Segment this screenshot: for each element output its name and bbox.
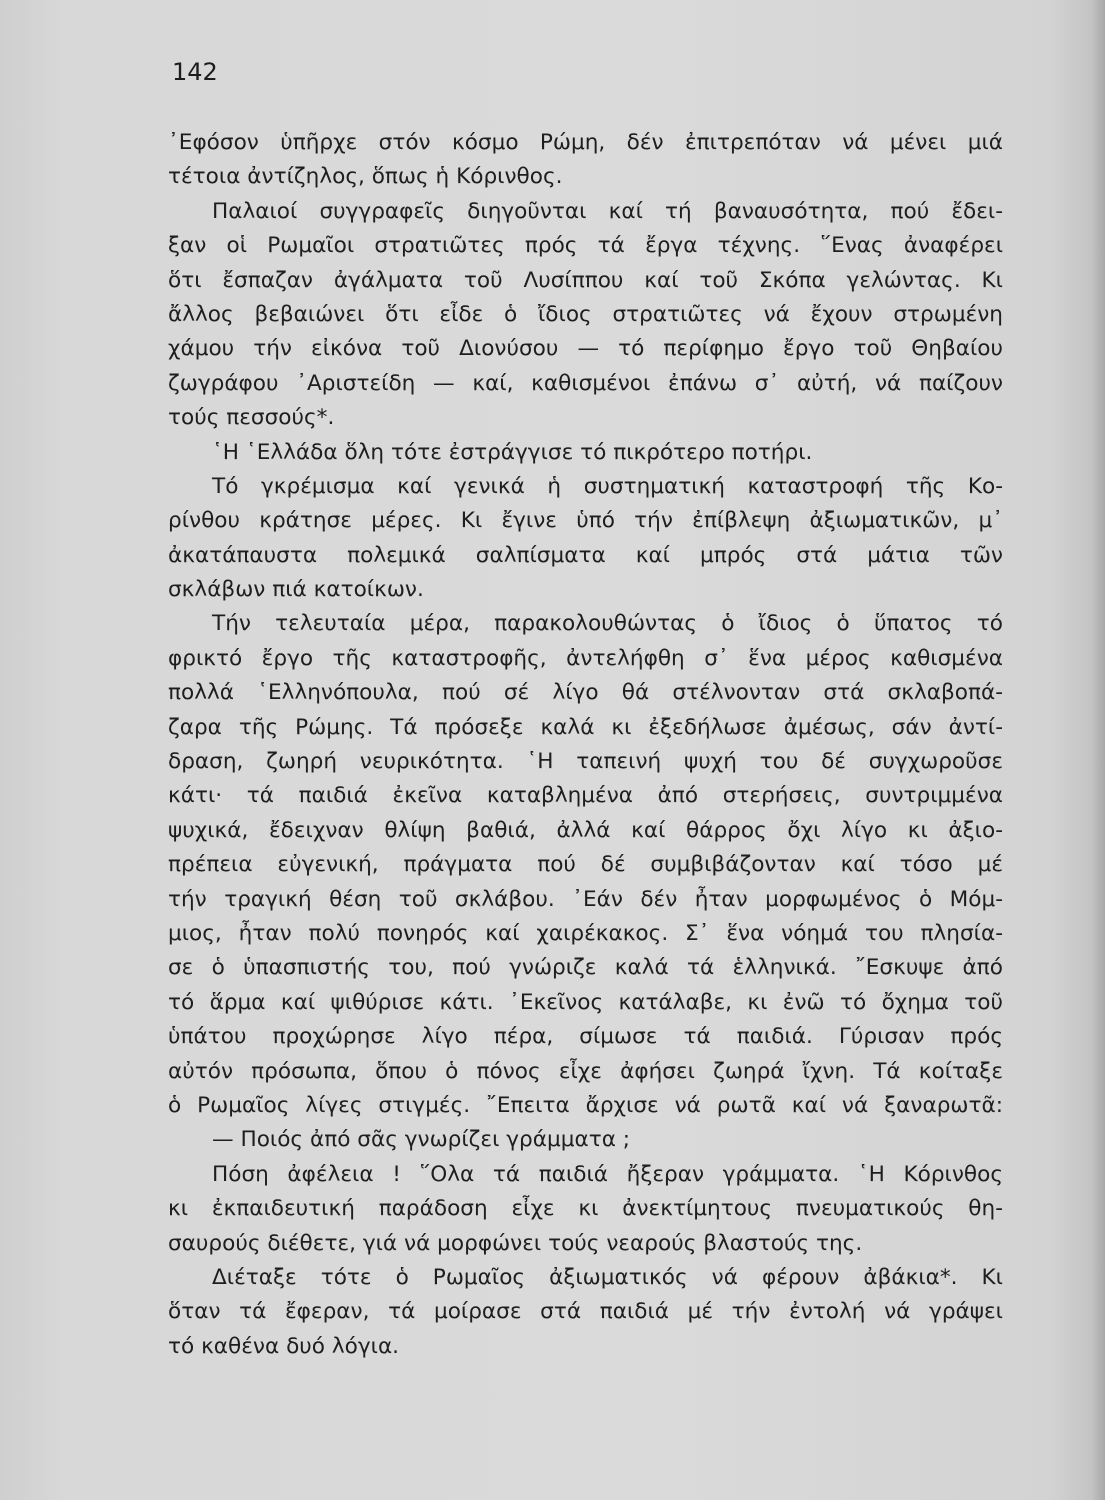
- text-line: ὁ Ρωμαῖος λίγες στιγμές. ῎Επειτα ἄρχισε νά ρωτᾶ καί νά ξαναρωτᾶ:: [168, 1092, 1003, 1118]
- text-line: τέτοια ἀντίζηλος, ὅπως ἡ Κόρινθος.: [168, 164, 563, 190]
- text-line: σαυρούς διέθετε, γιά νά μορφώνει τούς νεαρούς βλαστούς της.: [168, 1230, 863, 1256]
- text-line: ψυχικά, ἔδειχναν θλίψη βαθιά, ἀλλά καί θάρρος ὄχι λίγο κι ἀξιο-: [168, 817, 1003, 843]
- text-line: κι ἐκπαιδευτική παράδοση εἶχε κι ἀνεκτίμητους πνευματικούς θη-: [168, 1196, 1003, 1222]
- page-number: 142: [172, 58, 218, 86]
- text-line: δραση, ζωηρή νευρικότητα. ῾Η ταπεινή ψυχή του δέ συγχωροῦσε: [168, 749, 1003, 775]
- text-line: αὐτόν πρόσωπα, ὅπου ὁ πόνος εἶχε ἀφήσει ζωηρά ἴχνη. Τά κοίταξε: [168, 1058, 1003, 1084]
- text-line: ῾Η ῾Ελλάδα ὅλη τότε ἐστράγγισε τό πικρότερο ποτήρι.: [212, 439, 813, 465]
- text-line: ὑπάτου προχώρησε λίγο πέρα, σίμωσε τά παιδιά. Γύρισαν πρός: [168, 1024, 1003, 1050]
- text-line: ἄλλος βεβαιώνει ὅτι εἶδε ὁ ἴδιος στρατιῶτες νά ἔχουν στρωμένη: [168, 301, 1003, 327]
- text-line: ὅταν τά ἔφεραν, τά μοίρασε στά παιδιά μέ τήν ἐντολή νά γράψει: [168, 1299, 1003, 1325]
- text-line: ὅτι ἔσπαζαν ἀγάλματα τοῦ Λυσίππου καί τοῦ Σκόπα γελώντας. Κι: [168, 267, 1003, 293]
- text-line: πολλά ῾Ελληνόπουλα, πού σέ λίγο θά στέλνονταν στά σκλαβοπά-: [168, 680, 1003, 706]
- text-line: σκλάβων πιά κατοίκων.: [168, 577, 424, 603]
- text-line: Πόση ἀφέλεια ! ῞Ολα τά παιδιά ἤξεραν γράμματα. ῾Η Κόρινθος: [212, 1161, 1003, 1187]
- text-line: κάτι· τά παιδιά ἐκεῖνα καταβλημένα ἀπό στερήσεις, συντριμμένα: [168, 783, 1003, 809]
- text-line: σε ὁ ὑπασπιστής του, πού γνώριζε καλά τά ἑλληνικά. ῎Εσκυψε ἀπό: [168, 955, 1003, 981]
- text-line: ζωγράφου ᾿Αριστείδη — καί, καθισμένοι ἐπάνω σ᾿ αὐτή, νά παίζουν: [168, 370, 1003, 396]
- text-line: μιος, ἦταν πολύ πονηρός καί χαιρέκακος. Σ᾿ ἕνα νόημά του πλησία-: [168, 920, 1003, 946]
- text-line: χάμου τήν εἰκόνα τοῦ Διονύσου — τό περίφημο ἔργο τοῦ Θηβαίου: [168, 336, 1003, 362]
- text-line: ζαρα τῆς Ρώμης. Τά πρόσεξε καλά κι ἐξεδήλωσε ἀμέσως, σάν ἀντί-: [168, 714, 1003, 740]
- text-line: Διέταξε τότε ὁ Ρωμαῖος ἀξιωματικός νά φέρουν ἀβάκια*. Κι: [212, 1264, 1003, 1290]
- text-line: ἀκατάπαυστα πολεμικά σαλπίσματα καί μπρός στά μάτια τῶν: [168, 542, 1003, 568]
- text-line: — Ποιός ἀπό σᾶς γνωρίζει γράμματα ;: [212, 1127, 631, 1153]
- text-line: ρίνθου κράτησε μέρες. Κι ἔγινε ὑπό τήν ἐπίβλεψη ἀξιωματικῶν, μ᾿: [168, 508, 1003, 534]
- text-line: Παλαιοί συγγραφεῖς διηγοῦνται καί τή βαναυσότητα, πού ἔδει-: [212, 198, 1003, 224]
- text-line: τό καθένα δυό λόγια.: [168, 1333, 400, 1359]
- text-line: ᾿Εφόσον ὑπῆρχε στόν κόσμο Ρώμη, δέν ἐπιτρεπόταν νά μένει μιά: [168, 130, 1003, 155]
- text-line: τό ἅρμα καί ψιθύρισε κάτι. ᾿Εκεῖνος κατάλαβε, κι ἐνῶ τό ὄχημα τοῦ: [168, 989, 1003, 1015]
- text-line: Τό γκρέμισμα καί γενικά ἡ συστηματική καταστροφή τῆς Κο-: [212, 473, 1003, 499]
- page-edge-shadow: [1091, 0, 1105, 1500]
- text-line: τήν τραγική θέση τοῦ σκλάβου. ᾿Εάν δέν ἦταν μορφωμένος ὁ Μόμ-: [168, 886, 1003, 912]
- text-line: Τήν τελευταία μέρα, παρακολουθώντας ὁ ἴδιος ὁ ὕπατος τό: [212, 611, 1003, 637]
- text-line: φρικτό ἔργο τῆς καταστροφῆς, ἀντελήφθη σ᾿ ἕνα μέρος καθισμένα: [168, 645, 1003, 671]
- body-text: [168, 126, 1003, 1364]
- text-line: ξαν οἱ Ρωμαῖοι στρατιῶτες πρός τά ἔργα τέχνης. ῞Ενας ἀναφέρει: [168, 233, 1003, 259]
- text-line: τούς πεσσούς*.: [168, 405, 335, 431]
- text-line: πρέπεια εὐγενική, πράγματα πού δέ συμβιβάζονταν καί τόσο μέ: [168, 852, 1003, 878]
